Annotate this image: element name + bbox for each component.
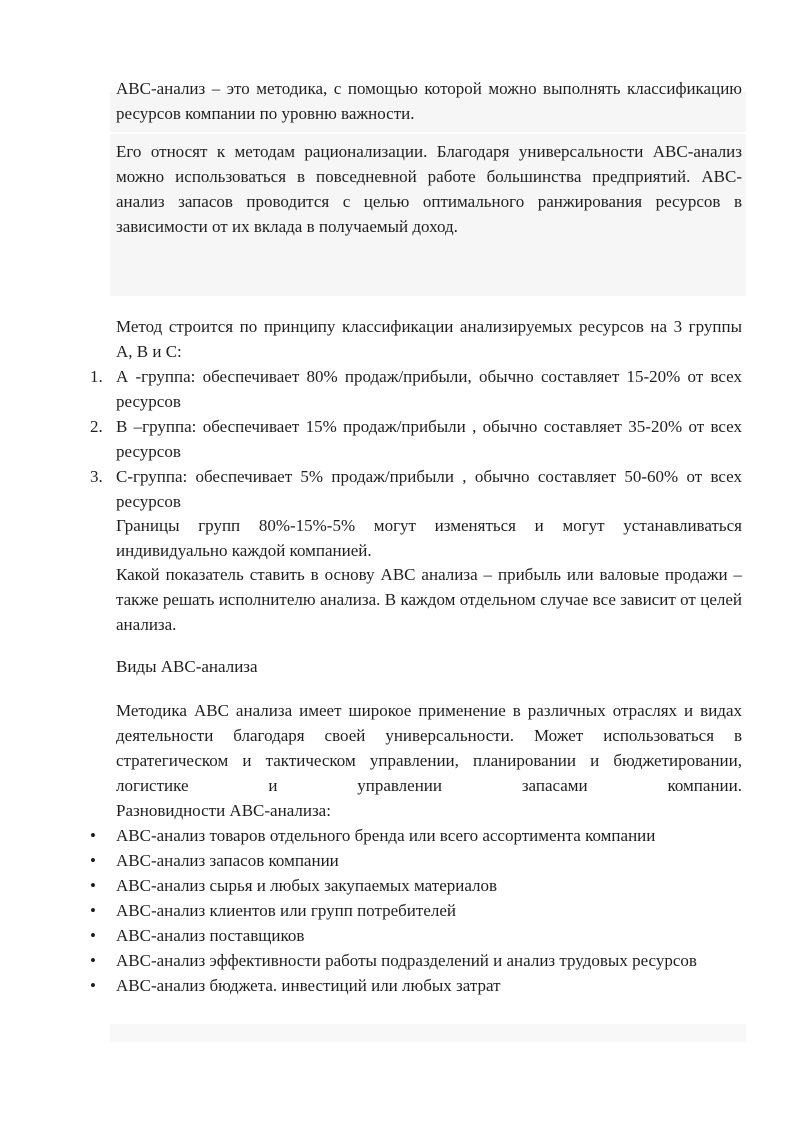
list-item <box>0 973 742 998</box>
list-item-text: ABC-анализ поставщиков <box>116 926 305 945</box>
list-item-text: С-группа: обеспечивает 5% продаж/прибыли , обычно составляет 50-60% от всех ресурсов <box>116 467 742 511</box>
list-item <box>0 923 742 948</box>
list-item <box>0 823 742 848</box>
list-item-text: В –группа: обеспечивает 15% продаж/прибыли , обычно составляет 35-20% от всех ресурсов <box>116 417 742 461</box>
list-item <box>0 873 742 898</box>
list-item <box>0 948 742 973</box>
bullet-icon: • <box>90 851 96 870</box>
list-item <box>0 898 742 923</box>
list-item-text: ABC-анализ бюджета. инвестиций или любых затрат <box>116 976 501 995</box>
bullet-icon: • <box>90 951 96 970</box>
method-note-1: Границы групп 80%-15%-5% могут изменяться и могут устанавливаться индивидуально каждой компанией. <box>116 516 742 560</box>
types-intro: Методика АВС анализа имеет широкое применение в различных отраслях и видах деятельности благодаря своей универсальности. Может использоваться в стратегическом и тактическом управлении, планировании и бюджетировании, логистике и управлении запасами компании. <box>116 701 742 795</box>
group-list <box>0 364 800 514</box>
types-intro-tail: Разновидности ABC-анализа: <box>116 801 331 820</box>
list-item <box>0 464 742 514</box>
types-list <box>0 823 800 998</box>
intro-paragraph-1: ABC-анализ – это методика, с помощью которой можно выполнять классификацию ресурсов компании по уровню важности. <box>116 79 742 123</box>
list-number: 2. <box>90 417 103 436</box>
list-item-text: ABC-анализ сырья и любых закупаемых материалов <box>116 876 498 895</box>
list-item <box>0 848 742 873</box>
list-item-text: ABC-анализ клиентов или групп потребителей <box>116 901 456 920</box>
bullet-icon: • <box>90 876 96 895</box>
list-item <box>0 364 742 414</box>
bullet-icon: • <box>90 976 96 995</box>
list-item <box>0 414 742 464</box>
method-intro: Метод строится по принципу классификации анализируемых ресурсов на 3 группы А, В и С: <box>116 317 742 361</box>
list-item-text: ABC-анализ товаров отдельного бренда или всего ассортимента компании <box>116 826 656 845</box>
list-number: 3. <box>90 467 103 486</box>
highlight-band <box>110 1024 746 1042</box>
list-item-text: ABC-анализ эффективности работы подразделений и анализ трудовых ресурсов <box>116 951 697 970</box>
bullet-icon: • <box>90 826 96 845</box>
intro-paragraph-2: Его относят к методам рационализации. Благодаря универсальности ABC-анализ можно использоваться в повседневной работе большинства предприятий. ABC-анализ запасов проводится с целью оптимального ранжирования ресурсов в зависимости от их вклада в получаемый доход. <box>116 142 742 236</box>
list-number: 1. <box>90 367 103 386</box>
bullet-icon: • <box>90 901 96 920</box>
section-heading: Виды ABC-анализа <box>116 657 258 676</box>
list-item-text: А -группа: обеспечивает 80% продаж/прибыли, обычно составляет 15-20% от всех ресурсов <box>116 367 742 411</box>
method-note-2: Какой показатель ставить в основу АВС анализа – прибыль или валовые продажи – также решать исполнителю анализа. В каждом отдельном случае все зависит от целей анализа. <box>116 565 742 634</box>
list-item-text: ABC-анализ запасов компании <box>116 851 339 870</box>
bullet-icon: • <box>90 926 96 945</box>
